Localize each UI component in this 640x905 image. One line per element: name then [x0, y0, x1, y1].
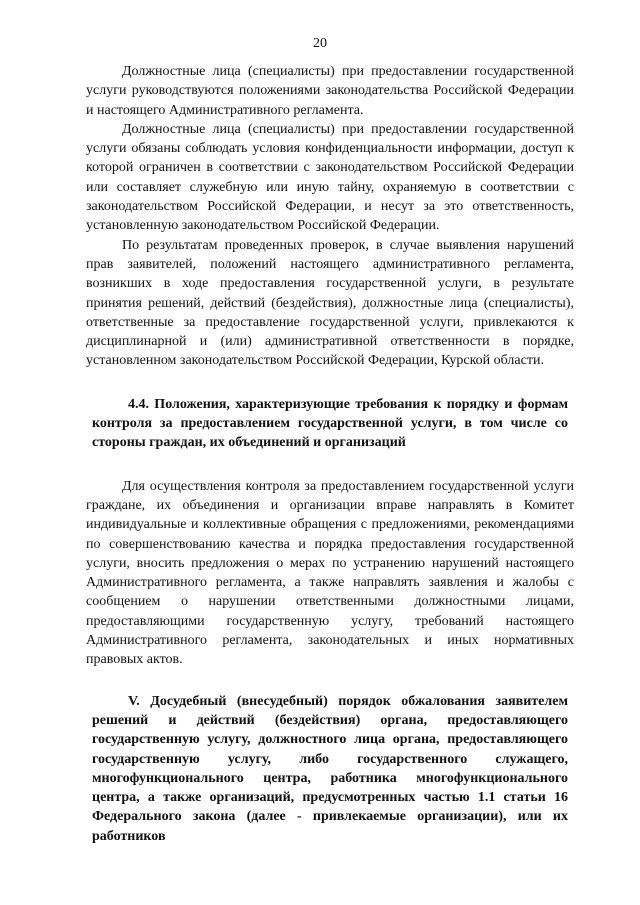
- section-v: [86, 692, 574, 846]
- paragraph-inspection-results: По результатам проведенных проверок, в случае выявления нарушений прав заявителей, положений настоящего административного регламента, возникших в ходе предоставления государственной услуги, в результате принятия решений, действий (бездействия), должностные лица (специалисты), ответственные за предоставление государственной услуги, привлекаются к дисциплинарной и (или) административной ответственности в порядке, установленном законодательством Российской Федерации, Курской области.: [86, 237, 574, 369]
- paragraph-officials-guidance: Должностные лица (специалисты) при предоставлении государственной услуги руководствуются положениями законодательства Российской Федерации и настоящего Административного регламента.: [86, 64, 574, 118]
- section-4-4-heading: 4.4. Положения, характеризующие требования к порядку и формам контроля за предоставлением государственной услуги, в том числе со стороны граждан, их объединений и организаций: [92, 396, 568, 451]
- page-number: 20: [313, 36, 327, 51]
- paragraph-confidentiality: Должностные лица (специалисты) при предоставлении государственной услуги обязаны соблюдать условия конфиденциальности информации, доступ к которой ограничен в соответствии с законодательством Российской Федерации или составляет служебную или иную тайну, охраняемую в соответствии с законодательством Российской Федерации, и несут за это ответственность, установленную законодательством Российской Федерации.: [86, 121, 574, 234]
- section-v-heading: V. Досудебный (внесудебный) порядок обжалования заявителем решений и действий (бездействия) органа, предоставляющего государственную услугу, должностного лица органа, предоставляющего государственную услугу, либо государственного служащего, многофункционального центра, работника многофункционального центра, а также организаций, предусмотренных частью 1.1 статьи 16 Федерального закона (далее - привлекаемые организации), или их работников: [92, 693, 568, 844]
- paragraph-citizen-control: Для осуществления контроля за предоставлением государственной услуги граждане, их объединения и организации вправе направлять в Комитет индивидуальные и коллективные обращения с предложениями, рекомендациями по совершенствованию качества и порядка предоставления государственной услуги, вносить предложения о мерах по устранению нарушений настоящего Административного регламента, а также направлять заявления и жалобы с сообщением о нарушении ответственными должностными лицами, предоставляющими государственную услугу, требований настоящего Административного регламента, законодательных и иных нормативных правовых актов.: [86, 478, 574, 668]
- section-4-4: [86, 395, 574, 453]
- page-content: [86, 62, 574, 846]
